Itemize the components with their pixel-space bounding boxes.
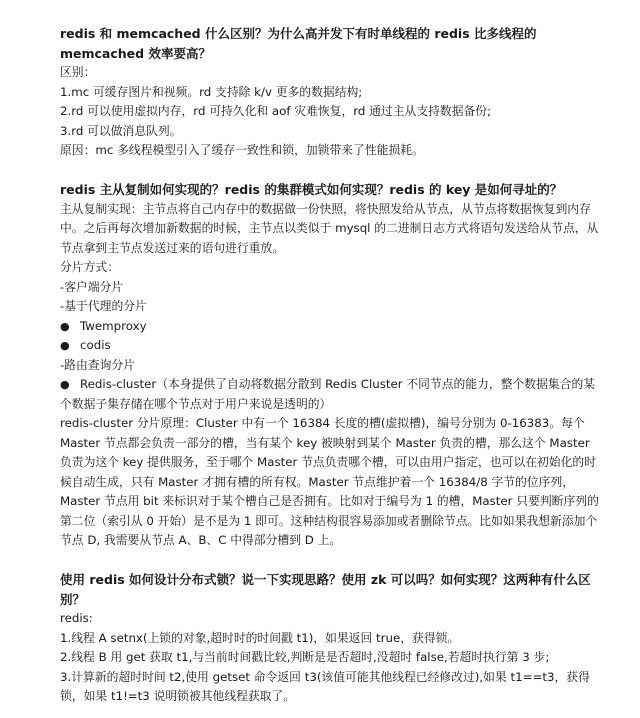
text-line: 2.线程 B 用 get 获取 t1,与当前时间戳比较,判断是是否超时,没超时 false,若超时执行第 3 步; <box>60 650 550 664</box>
question-heading-redis-vs-memcached: redis 和 memcached 什么区别？为什么高并发下有时单线程的 redis 比多线程的 memcached 效率要高？ <box>60 26 537 61</box>
text-line: 2.rd 可以使用虚拟内存，rd 可持久化和 aof 灾难恢复，rd 通过主从支持数据备份; <box>60 104 492 118</box>
text-line: 区别： <box>60 65 96 79</box>
text-paragraph: redis-cluster 分片原理：Cluster 中有一个 16384 长度的槽(虚拟槽)，编号分别为 0-16383。每个 Master 节点都会负责一部分的槽，当有某个 key 被映射到某个 Master 负责的槽，那么这个 Master 负责为这个 key 提供服务，至于哪个 Master 节点负责哪个槽，可以由用户指定，也可以在初始化的时候自动生成，只有 Master 才拥有槽的所有权。Master 节点维护着一个 16384/8 字节的位序列，Master 节点用 bit 来标识对于某个槽自己是否拥有。比如对于编号为 1 的槽，Master 只要判断序列的第二位（索引从 0 开始）是不是为 1 即可。这种结构很容易添加或者删除节点。比如如果我想新添加个节点 D, 我需要从节点 A、B、C 中得部分槽到 D 上。 <box>60 416 599 547</box>
text-line: -路由查询分片 <box>60 357 136 372</box>
text-line: 3.计算新的超时时间 t2,使用 getset 命令返回 t3(该值可能其他线程已经修改过),如果 t1==t3，获得锁，如果 t1!=t3 说明锁被其他线程获取了。 <box>60 669 590 703</box>
text-paragraph: 主从复制实现：主节点将自己内存中的数据做一份快照，将快照发给从节点，从节点将数据恢复到内存中。之后再每次增加新数据的时候，主节点以类似于 mysql 的二进制日志方式将语句发送给从节点，从节点拿到主节点发送过来的语句进行重放。 <box>60 201 599 255</box>
text-line: 1.mc 可缓存图片和视频。rd 支持除 k/v 更多的数据结构; <box>60 84 363 99</box>
text-line: 分片方式： <box>60 260 119 274</box>
question-heading-redis-replication: redis 主从复制如何实现的？redis 的集群模式如何实现？redis 的 key 是如何寻址的？ <box>60 182 563 197</box>
text-line: redis: <box>60 611 93 625</box>
section-spacer <box>60 551 604 571</box>
bullet-item: ● codis <box>60 336 604 356</box>
text-line: -基于代理的分片 <box>60 299 147 313</box>
section-spacer <box>60 161 604 181</box>
bullet-item: ● Twemproxy <box>60 317 604 337</box>
text-line: 1.线程 A setnx(上锁的对象,超时时的时间戳 t1)，如果返回 true，获得锁。 <box>60 630 460 645</box>
bullet-item: ● Redis-cluster（本身提供了自动将数据分散到 Redis Cluster 不同节点的能力，整个数据集合的某个数据子集存储在哪个节点对于用户来说是透明的） <box>60 375 604 414</box>
text-line: 原因：mc 多线程模型引入了缓存一致性和锁，加锁带来了性能损耗。 <box>60 143 424 157</box>
question-heading-distributed-lock: 使用 redis 如何设计分布式锁？说一下实现思路？使用 zk 可以吗？如何实现？这两种有什么区别？ <box>60 572 591 607</box>
text-line: 3.rd 可以做消息队列。 <box>60 123 182 138</box>
text-line: -客户端分片 <box>60 279 124 294</box>
